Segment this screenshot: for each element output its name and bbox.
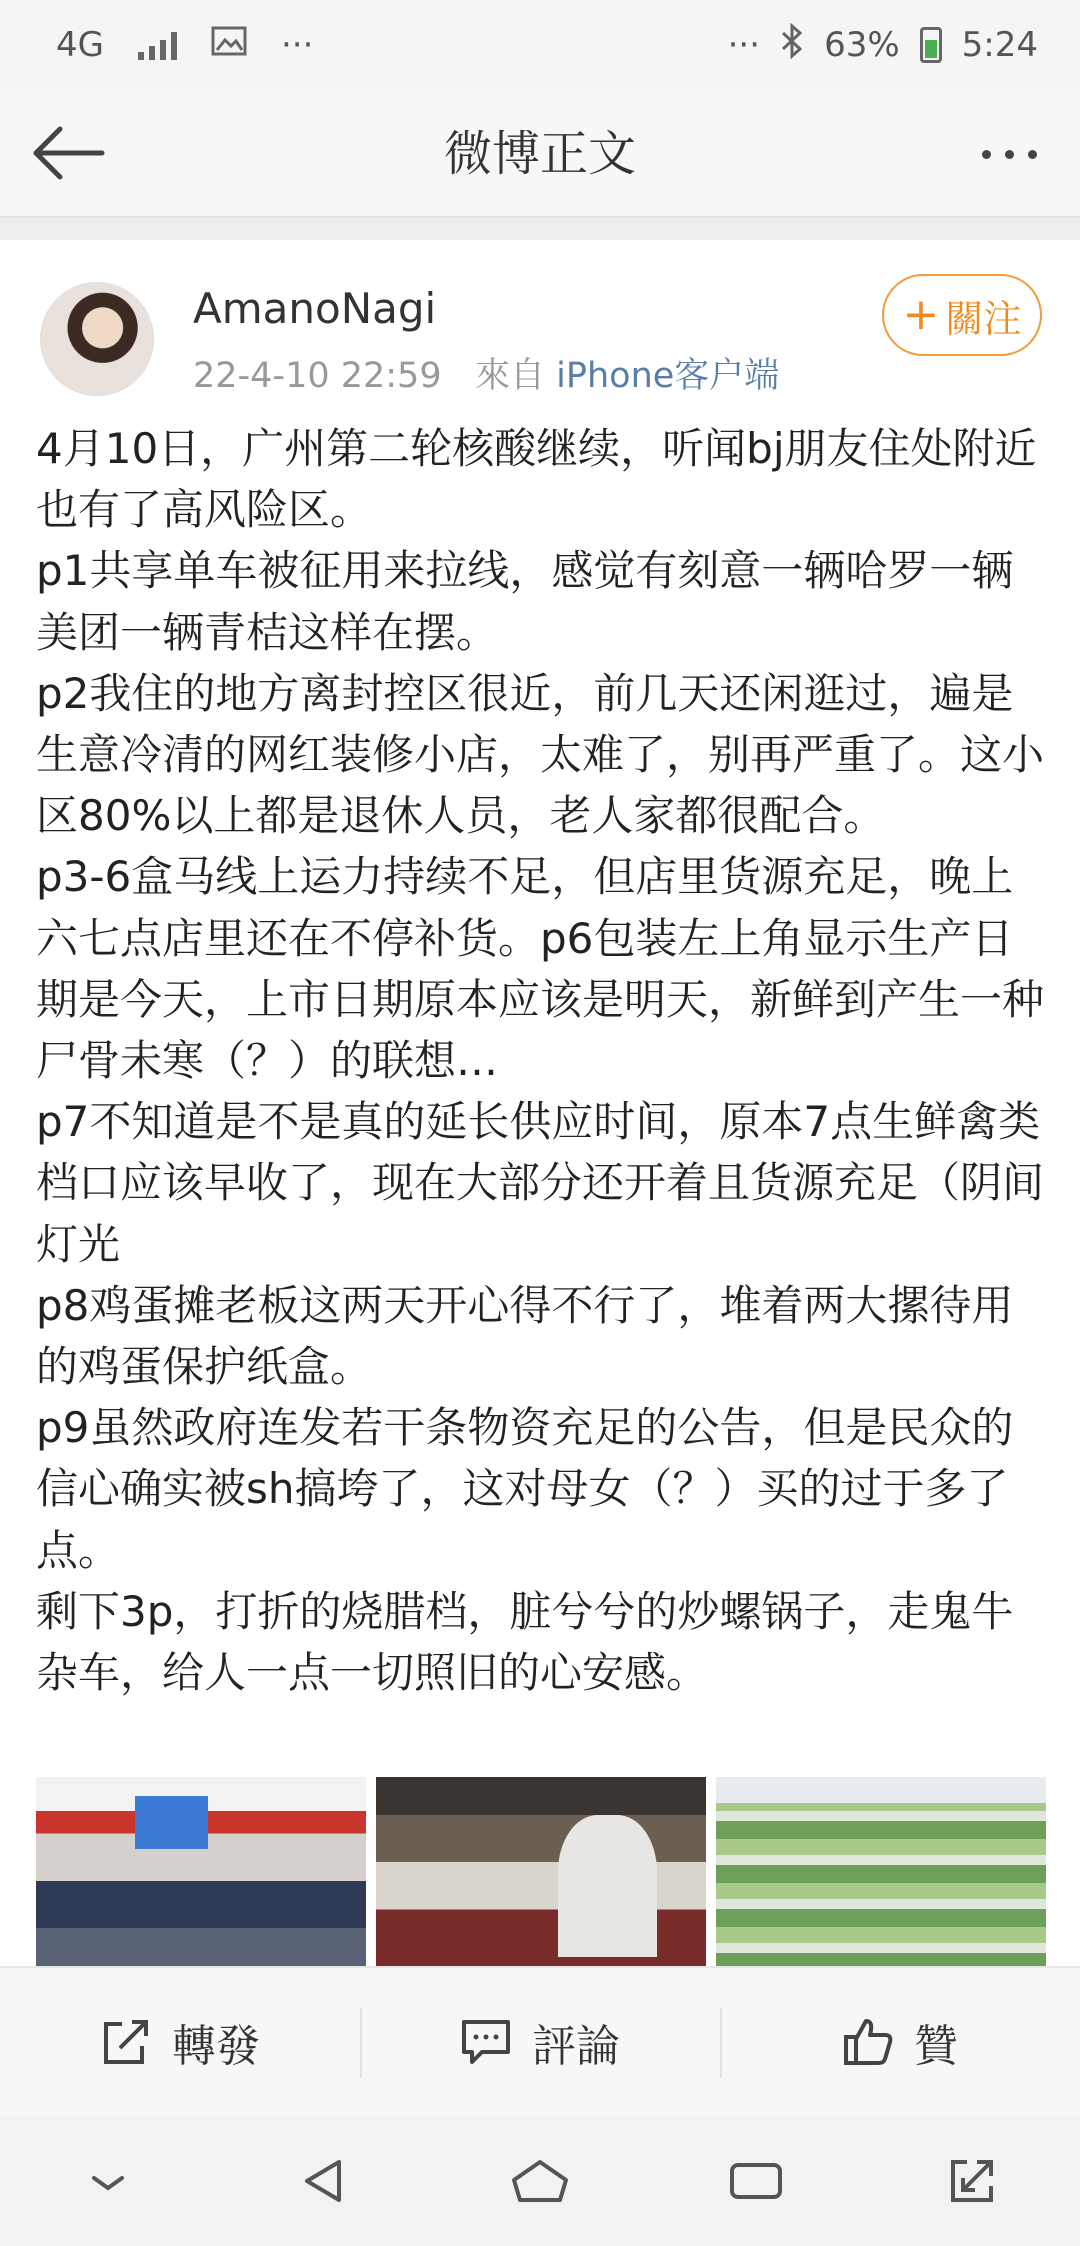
status-more-left: ··· (280, 25, 314, 65)
repost-label: 轉發 (172, 2021, 260, 2072)
image-grid (36, 1777, 1046, 1966)
post-paragraph: p8鸡蛋摊老板这两天开心得不行了，堆着两大摞待用的鸡蛋保护纸盒。 (36, 1280, 1014, 1392)
image-icon (211, 25, 247, 65)
battery-percent: 63% (824, 25, 900, 65)
post-card (0, 240, 1080, 1966)
home-icon (510, 2156, 570, 2206)
title-bar (0, 90, 1080, 218)
nav-recents-button[interactable] (711, 2136, 801, 2226)
battery-icon (920, 27, 942, 63)
source-prefix: 來自 (474, 356, 545, 396)
post-meta (193, 348, 779, 398)
post-paragraph: p3-6盒马线上运力持续不足，但店里货源充足，晚上六七点店里还在不停补货。p6包装左上角显示生产日期是今天，上市日期原本应该是明天，新鲜到产生一种尸骨未寒（？）的联想… (36, 852, 1045, 1086)
plus-icon: + (902, 289, 940, 340)
more-options-button[interactable] (964, 124, 1054, 184)
like-button[interactable] (720, 1968, 1080, 2116)
status-bar (0, 0, 1080, 90)
comment-label: 評論 (532, 2021, 620, 2072)
post-source[interactable]: iPhone客户端 (556, 356, 780, 396)
bluetooth-icon (780, 23, 804, 68)
thumbs-up-icon (842, 2017, 894, 2067)
author-name[interactable]: AmanoNagi (193, 284, 437, 333)
post-date: 22-4-10 22:59 (193, 356, 442, 396)
post-paragraph: p1共享单车被征用来拉线，感觉有刻意一辆哈罗一辆美团一辆青桔这样在摆。 (36, 546, 1014, 657)
nav-back-button[interactable] (279, 2136, 369, 2226)
post-image-thumbnail[interactable] (36, 1777, 366, 1966)
clock: 5:24 (961, 25, 1038, 65)
page-title: 微博正文 (443, 126, 636, 182)
post-paragraph: p7不知道是不是真的延长供应时间，原本7点生鲜禽类档口应该早收了，现在大部分还开着且货源充足（阴间灯光 (36, 1097, 1045, 1269)
expand-icon (947, 2156, 997, 2206)
network-indicator: 4G (56, 25, 104, 65)
post-paragraph: 4月10日，广州第二轮核酸继续，听闻bj朋友住处附近也有了高风险区。 (36, 424, 1037, 535)
more-dot-icon (1028, 150, 1037, 159)
post-text (36, 418, 1046, 1703)
post-image-thumbnail[interactable] (716, 1777, 1046, 1966)
nav-home-button[interactable] (495, 2136, 585, 2226)
repost-icon (100, 2018, 152, 2066)
system-nav-bar (0, 2116, 1080, 2246)
comment-icon (460, 2018, 512, 2066)
signal-icon (138, 30, 177, 60)
status-bar-right (728, 23, 1038, 68)
section-divider (0, 218, 1080, 240)
chevron-down-icon (86, 2166, 130, 2196)
repost-button[interactable] (0, 1968, 360, 2116)
status-more-right: ··· (727, 25, 761, 65)
post-image-thumbnail[interactable] (376, 1777, 706, 1966)
hide-keyboard-button[interactable] (63, 2136, 153, 2226)
post-paragraph: p9虽然政府连发若干条物资充足的公告，但是民众的信心确实被sh搞垮了，这对母女（？）买的过于多了点。 (36, 1403, 1014, 1575)
post-paragraph: 剩下3p，打折的烧腊档，脏兮兮的炒螺锅子，走鬼牛杂车，给人一点一切照旧的心安感。 (36, 1586, 1014, 1698)
more-dot-icon (1005, 150, 1014, 159)
back-triangle-icon (299, 2156, 349, 2206)
post-paragraph: p2我住的地方离封控区很近，前几天还闲逛过，遍是生意冷清的网红装修小店，太难了，别再严重了。这小区80%以上都是退休人员，老人家都很配合。 (36, 668, 1045, 841)
comment-button[interactable] (360, 1968, 720, 2116)
follow-label: 關注 (945, 296, 1022, 341)
like-label: 贊 (914, 2021, 958, 2072)
more-dot-icon (982, 150, 991, 159)
avatar[interactable] (40, 282, 154, 396)
action-bar (0, 1966, 1080, 2116)
follow-button[interactable] (882, 274, 1042, 356)
nav-expand-button[interactable] (927, 2136, 1017, 2226)
recents-icon (728, 2159, 784, 2203)
status-bar-left (56, 25, 313, 65)
